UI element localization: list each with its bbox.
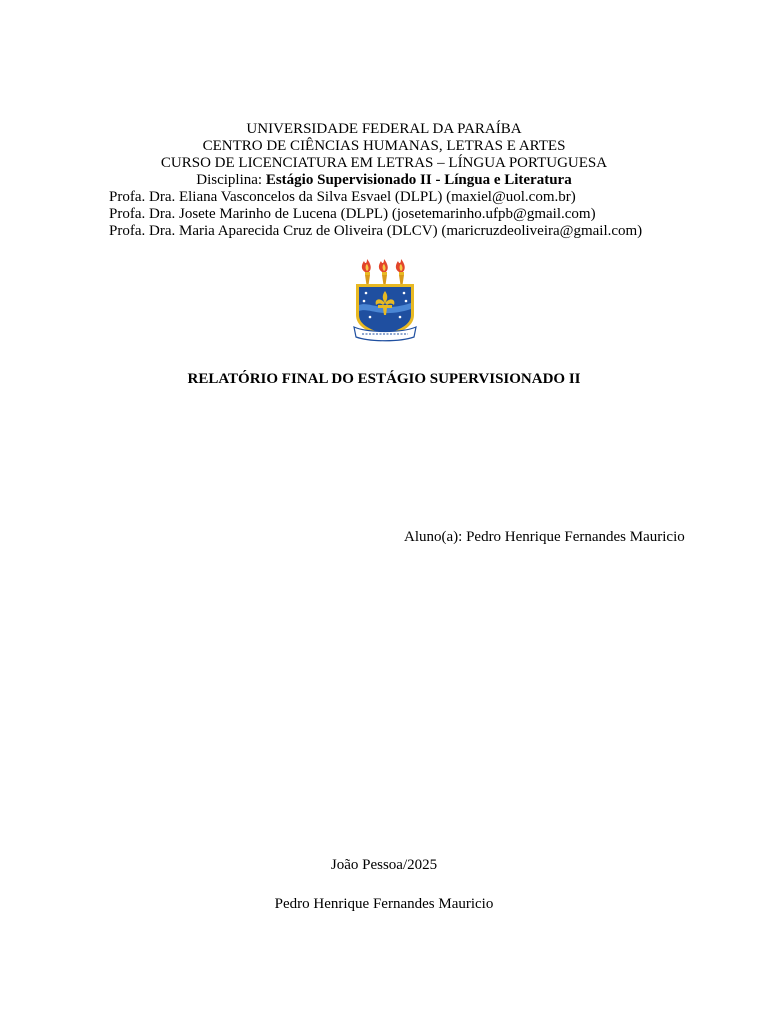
student-line: Aluno(a): Pedro Henrique Fernandes Mauricio [404, 529, 685, 545]
professor-3: Profa. Dra. Maria Aparecida Cruz de Oliveira (DLCV) (maricruzdeoliveira@gmail.com) [109, 223, 643, 239]
place-year: João Pessoa/2025 [330, 857, 438, 873]
center-name: CENTRO DE CIÊNCIAS HUMANAS, LETRAS E ARTES [202, 138, 566, 154]
professor-1: Profa. Dra. Eliana Vasconcelos da Silva Esvael (DLPL) (maxiel@uol.com.br) [109, 189, 576, 205]
torch-center-icon [379, 259, 388, 285]
professor-2: Profa. Dra. Josete Marinho de Lucena (DLPL) (josetemarinho.ufpb@gmail.com) [109, 206, 596, 222]
discipline-label: Disciplina: [196, 172, 266, 188]
discipline-name: Estágio Supervisionado II - Língua e Literatura [265, 172, 572, 188]
torch-left-icon [362, 259, 371, 285]
course-name: CURSO DE LICENCIATURA EM LETRAS – LÍNGUA PORTUGUESA [160, 155, 608, 171]
report-title: RELATÓRIO FINAL DO ESTÁGIO SUPERVISIONADO II [187, 371, 581, 387]
torch-right-icon [396, 259, 405, 285]
discipline-line [0, 171, 768, 189]
university-name: UNIVERSIDADE FEDERAL DA PARAÍBA [246, 121, 522, 137]
author-name: Pedro Henrique Fernandes Mauricio [274, 896, 494, 912]
ufpb-coat-of-arms-icon [350, 257, 420, 343]
